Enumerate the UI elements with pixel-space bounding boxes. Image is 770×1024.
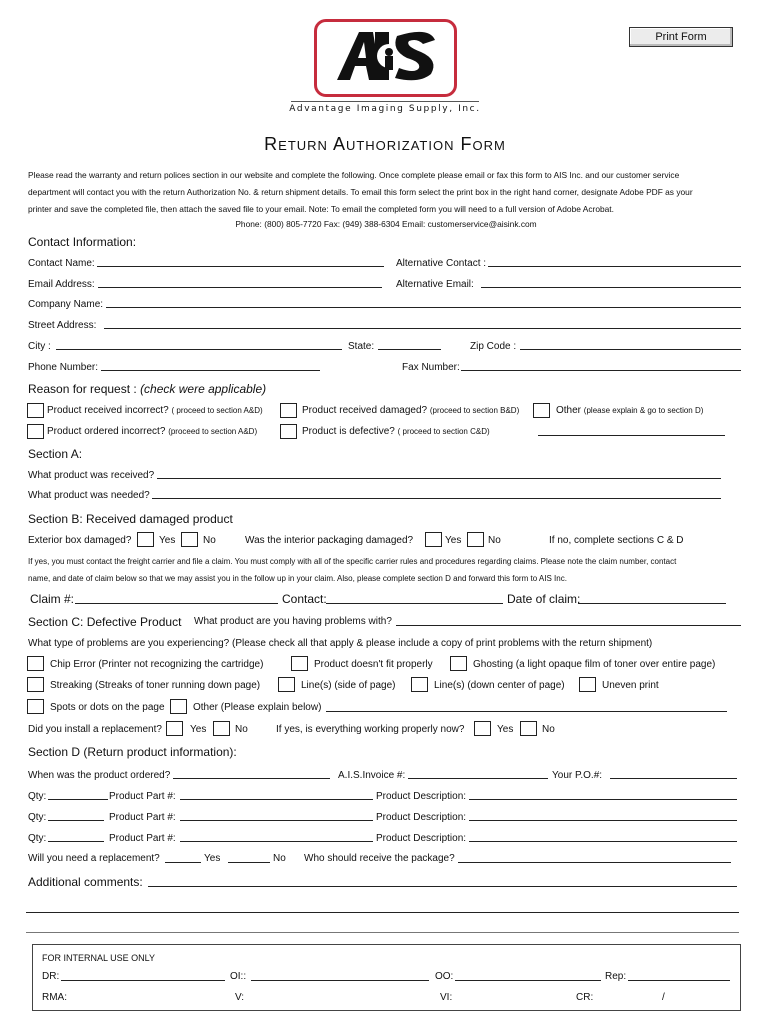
claim-date-label: Date of claim: — [507, 592, 581, 606]
section-a-heading: Section A: — [28, 447, 83, 461]
working-label: If yes, is everything working properly now? — [276, 724, 465, 735]
checkbox-interior-yes[interactable] — [425, 532, 442, 547]
checkbox-spots[interactable] — [27, 699, 44, 714]
company-label: Company Name: — [28, 299, 104, 310]
doesnt-fit-label: Product doesn't fit properly — [314, 659, 433, 670]
contact-name-label: Contact Name: — [28, 258, 95, 269]
exterior-label: Exterior box damaged? — [28, 535, 132, 546]
replacement-yes-field[interactable] — [165, 862, 201, 863]
qty-label-3: Qty: — [28, 833, 47, 844]
po-label: Your P.O.#: — [552, 770, 603, 781]
print-form-button[interactable]: Print Form — [629, 27, 733, 47]
lines-side-label: Line(s) (side of page) — [301, 680, 396, 691]
checkbox-installed-no[interactable] — [213, 721, 230, 736]
checkbox-other[interactable] — [533, 403, 550, 418]
vi-label: VI: — [440, 992, 453, 1003]
if-no-note: If no, complete sections C & D — [549, 535, 684, 546]
chip-error-label: Chip Error (Printer not recognizing the cartridge) — [50, 659, 264, 670]
checkbox-exterior-no[interactable] — [181, 532, 198, 547]
part-label-3: Product Part #: — [109, 833, 176, 844]
zip-field[interactable] — [520, 349, 741, 350]
checkbox-interior-no[interactable] — [467, 532, 484, 547]
state-label: State: — [348, 341, 375, 352]
who-receives-label: Who should receive the package? — [304, 853, 455, 864]
contact-name-field[interactable] — [97, 266, 384, 267]
checkbox-received-incorrect[interactable] — [27, 403, 44, 418]
oo-field[interactable] — [455, 980, 601, 981]
v-label: V: — [235, 992, 245, 1003]
checkbox-defective[interactable] — [280, 424, 297, 439]
problem-product-label: What product are you having problems with? — [194, 616, 392, 627]
ordered-field[interactable] — [173, 778, 330, 779]
checkbox-chip-error[interactable] — [27, 656, 44, 671]
reason-other: Other (please explain & go to section D) — [556, 405, 704, 416]
intro-line-3: printer and save the completed file, then attach the saved file to your email. Note: To email the completed form you will need to a full version of Adobe Acrobat. — [28, 204, 614, 214]
email-field[interactable] — [98, 287, 382, 288]
reason-received-incorrect: Product received incorrect? ( proceed to section A&D) — [47, 405, 263, 416]
streaking-label: Streaking (Streaks of toner running down page) — [50, 680, 261, 691]
replacement-no-label: No — [273, 853, 286, 864]
intro-line-1: Please read the warranty and return polices section in our website and complete the following. Once complete please email or fax this form to AIS Inc. and our customer service — [28, 170, 680, 180]
reason-ordered-incorrect: Product ordered incorrect? (proceed to section A&D) — [47, 426, 258, 437]
section-c-heading: Section C: Defective Product — [28, 615, 182, 629]
reason-heading: Reason for request : (check were applicable) — [28, 382, 267, 396]
checkbox-installed-yes[interactable] — [166, 721, 183, 736]
alt-email-label: Alternative Email: — [396, 279, 474, 290]
problem-product-field[interactable] — [396, 625, 741, 626]
reason-defective: Product is defective? ( proceed to section C&D) — [302, 426, 490, 437]
desc-label-3: Product Description: — [376, 833, 467, 844]
oi-label: OI:: — [230, 971, 247, 982]
uneven-print-label: Uneven print — [602, 680, 659, 691]
working-no-label: No — [542, 724, 555, 735]
comments-line-1[interactable] — [148, 886, 737, 887]
desc-field-3[interactable] — [469, 841, 737, 842]
installed-no-label: No — [235, 724, 248, 735]
exterior-no-label: No — [203, 535, 216, 546]
ais-logo-mark — [317, 22, 454, 94]
part-label-2: Product Part #: — [109, 812, 176, 823]
checkbox-working-no[interactable] — [520, 721, 537, 736]
received-field[interactable] — [157, 478, 721, 479]
checkbox-lines-side[interactable] — [278, 677, 295, 692]
interior-no-label: No — [488, 535, 501, 546]
desc-label-1: Product Description: — [376, 791, 467, 802]
ais-logo — [314, 19, 457, 97]
invoice-label: A.I.S.Invoice #: — [338, 770, 406, 781]
oi-field[interactable] — [251, 980, 429, 981]
problem-types-label: What type of problems are you experiencing? (Please check all that apply & please include a copy of print problems with the return shipment) — [28, 638, 653, 649]
page-title: Return Authorization Form — [264, 134, 506, 154]
claim-paragraph-1: If yes, you must contact the freight carrier and file a claim. You must comply with all of the specific carrier rules and procedures regarding claims. Please note the claim number, contact — [28, 557, 677, 566]
checkbox-uneven-print[interactable] — [579, 677, 596, 692]
checkbox-ordered-incorrect[interactable] — [27, 424, 44, 439]
claim-number-field[interactable] — [75, 603, 278, 604]
part-label-1: Product Part #: — [109, 791, 176, 802]
alt-contact-field[interactable] — [488, 266, 741, 267]
installed-label: Did you install a replacement? — [28, 724, 162, 735]
dr-label: DR: — [42, 971, 60, 982]
fax-label: Fax Number: — [402, 362, 460, 373]
state-field[interactable] — [378, 349, 441, 350]
desc-label-2: Product Description: — [376, 812, 467, 823]
claim-date-field[interactable] — [578, 603, 726, 604]
checkbox-doesnt-fit[interactable] — [291, 656, 308, 671]
installed-yes-label: Yes — [190, 724, 207, 735]
fax-field[interactable] — [461, 370, 741, 371]
desc-field-1[interactable] — [469, 799, 737, 800]
oo-label: OO: — [435, 971, 454, 982]
cr-slash: / — [662, 992, 665, 1003]
checkbox-ghosting[interactable] — [450, 656, 467, 671]
company-name: Advantage Imaging Supply, Inc. — [289, 104, 481, 114]
dr-field[interactable] — [61, 980, 225, 981]
rep-label: Rep: — [605, 971, 627, 982]
qty-field-1[interactable] — [48, 799, 108, 800]
checkbox-exterior-yes[interactable] — [137, 532, 154, 547]
interior-label: Was the interior packaging damaged? — [245, 535, 414, 546]
phone-field[interactable] — [101, 370, 320, 371]
reason-received-damaged: Product received damaged? (proceed to section B&D) — [302, 405, 520, 416]
spots-label: Spots or dots on the page — [50, 702, 165, 713]
qty-field-2[interactable] — [48, 820, 104, 821]
interior-yes-label: Yes — [445, 535, 462, 546]
lines-center-label: Line(s) (down center of page) — [434, 680, 565, 691]
rma-label: RMA: — [42, 992, 67, 1003]
phone-label: Phone Number: — [28, 362, 99, 373]
checkbox-lines-center[interactable] — [411, 677, 428, 692]
rep-field[interactable] — [628, 980, 730, 981]
qty-label-1: Qty: — [28, 791, 47, 802]
replacement-label: Will you need a replacement? — [28, 853, 160, 864]
alt-email-field[interactable] — [481, 287, 741, 288]
po-field[interactable] — [610, 778, 737, 779]
zip-label: Zip Code : — [470, 341, 517, 352]
other-explain-field[interactable] — [538, 435, 725, 436]
contact-heading: Contact Information: — [28, 235, 137, 249]
checkbox-received-damaged[interactable] — [280, 403, 297, 418]
replacement-yes-label: Yes — [204, 853, 221, 864]
received-label: What product was received? — [28, 470, 155, 481]
part-field-2[interactable] — [180, 820, 373, 821]
other-problem-field[interactable] — [326, 711, 727, 712]
qty-field-3[interactable] — [48, 841, 104, 842]
company-field[interactable] — [106, 307, 741, 308]
intro-line-2: department will contact you with the return Authorization No. & return shipment details. To email this form select the print box in the right hand corner, designate Adobe PDF as your — [28, 187, 693, 197]
ghosting-label: Ghosting (a light opaque film of toner over entire page) — [473, 659, 716, 670]
comments-line-2[interactable] — [26, 912, 739, 913]
qty-label-2: Qty: — [28, 812, 47, 823]
desc-field-2[interactable] — [469, 820, 737, 821]
city-field[interactable] — [56, 349, 342, 350]
other-problem-label: Other (Please explain below) — [193, 702, 322, 713]
who-receives-field[interactable] — [458, 862, 731, 863]
claim-contact-field[interactable] — [326, 603, 503, 604]
exterior-yes-label: Yes — [159, 535, 176, 546]
checkbox-working-yes[interactable] — [474, 721, 491, 736]
intro-contact-line: Phone: (800) 805-7720 Fax: (949) 388-6304 Email: customerservice@aisink.com — [235, 219, 537, 229]
needed-field[interactable] — [152, 498, 721, 499]
working-yes-label: Yes — [497, 724, 514, 735]
claim-contact-label: Contact: — [282, 592, 327, 606]
checkbox-streaking[interactable] — [27, 677, 44, 692]
part-field-1[interactable] — [180, 799, 373, 800]
section-d-heading: Section D (Return product information): — [28, 745, 237, 759]
email-label: Email Address: — [28, 279, 95, 290]
replacement-no-field[interactable] — [228, 862, 270, 863]
invoice-field[interactable] — [408, 778, 548, 779]
cr-label: CR: — [576, 992, 594, 1003]
needed-label: What product was needed? — [28, 490, 150, 501]
section-b-heading: Section B: Received damaged product — [28, 512, 233, 526]
claim-number-label: Claim #: — [30, 592, 75, 606]
ordered-label: When was the product ordered? — [28, 770, 171, 781]
street-field[interactable] — [104, 328, 741, 329]
claim-paragraph-2: name, and date of claim below so that we may assist you in the follow up in your claim. Also, please complete section D and forward this form to AIS Inc. — [28, 574, 567, 583]
comments-line-3[interactable] — [26, 932, 739, 933]
city-label: City : — [28, 341, 51, 352]
checkbox-other-problem[interactable] — [170, 699, 187, 714]
comments-label: Additional comments: — [28, 875, 143, 889]
part-field-3[interactable] — [180, 841, 373, 842]
internal-heading: FOR INTERNAL USE ONLY — [42, 953, 156, 963]
street-label: Street Address: — [28, 320, 97, 331]
alt-contact-label: Alternative Contact : — [396, 258, 487, 269]
